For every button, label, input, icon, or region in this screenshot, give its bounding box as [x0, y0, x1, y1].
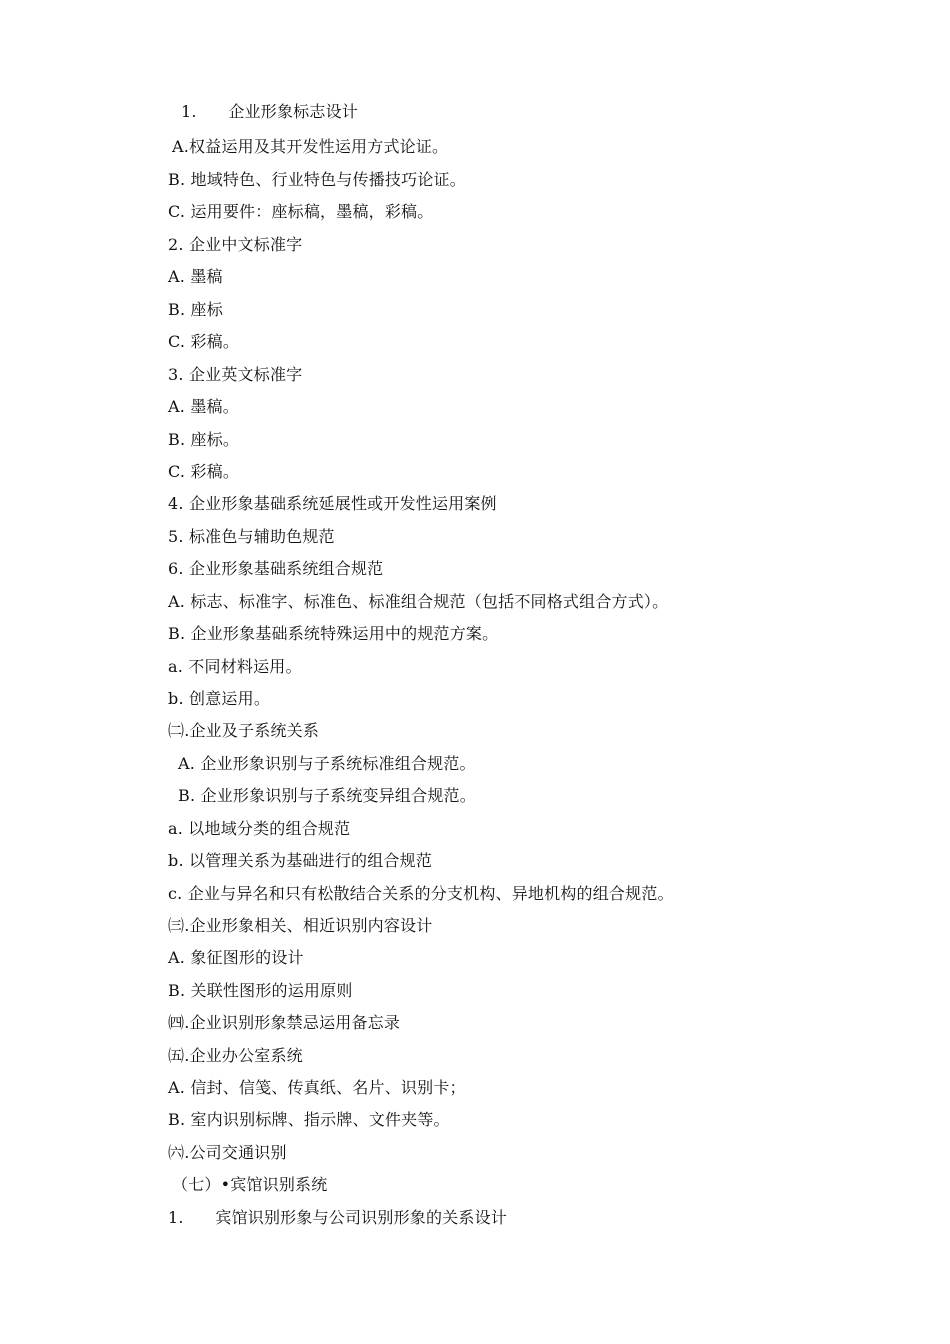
item-a: A. 标志、标准字、标准色、标准组合规范（包括不同格式组合方式）。	[168, 592, 669, 611]
heading-4: 4. 企业形象基础系统延展性或开发性运用案例	[168, 494, 497, 513]
sub-item-c: c. 企业与异名和只有松散结合关系的分支机构、异地机构的组合规范。	[168, 884, 674, 903]
heading-3: 3. 企业英文标准字	[168, 365, 303, 384]
item-a: A. 墨稿	[168, 267, 223, 286]
heading-2: 2. 企业中文标准字	[168, 235, 303, 254]
item-b: B. 室内识别标牌、指示牌、文件夹等。	[168, 1110, 450, 1129]
section-2: ㈡.企业及子系统关系	[168, 721, 320, 740]
item-b: B. 座标。	[168, 430, 240, 449]
heading-1: 1. 宾馆识别形象与公司识别形象的关系设计	[168, 1208, 507, 1227]
heading-5: 5. 标准色与辅助色规范	[168, 527, 335, 546]
section-5: ㈤.企业办公室系统	[168, 1046, 303, 1065]
item-c: C. 运用要件：座标稿，墨稿，彩稿。	[168, 202, 434, 221]
item-b: B. 企业形象基础系统特殊运用中的规范方案。	[168, 624, 499, 643]
section-7: （七）•宾馆识别系统	[172, 1175, 328, 1194]
sub-item-b: b. 以管理关系为基础进行的组合规范	[168, 851, 433, 870]
heading-1: 1. 企业形象标志设计	[181, 102, 358, 121]
item-c: C. 彩稿。	[168, 332, 240, 351]
sub-item-a: a. 不同材料运用。	[168, 657, 302, 676]
item-b: B. 座标	[168, 300, 223, 319]
sub-item-b: b. 创意运用。	[168, 689, 271, 708]
item-b: B. 地域特色、行业特色与传播技巧论证。	[168, 170, 466, 189]
section-3: ㈢.企业形象相关、相近识别内容设计	[168, 916, 433, 935]
item-a: A. 墨稿。	[168, 397, 239, 416]
item-a: A.权益运用及其开发性运用方式论证。	[172, 137, 449, 156]
item-c: C. 彩稿。	[168, 462, 240, 481]
heading-6: 6. 企业形象基础系统组合规范	[168, 559, 384, 578]
section-4: ㈣.企业识别形象禁忌运用备忘录	[168, 1013, 401, 1032]
item-a: A. 信封、信笺、传真纸、名片、识别卡；	[168, 1078, 466, 1097]
item-a: A. 企业形象识别与子系统标准组合规范。	[178, 754, 476, 773]
section-6: ㈥.公司交通识别	[168, 1143, 287, 1162]
sub-item-a: a. 以地域分类的组合规范	[168, 819, 351, 838]
item-b: B. 企业形象识别与子系统变异组合规范。	[178, 786, 476, 805]
item-a: A. 象征图形的设计	[168, 948, 304, 967]
item-b: B. 关联性图形的运用原则	[168, 981, 353, 1000]
